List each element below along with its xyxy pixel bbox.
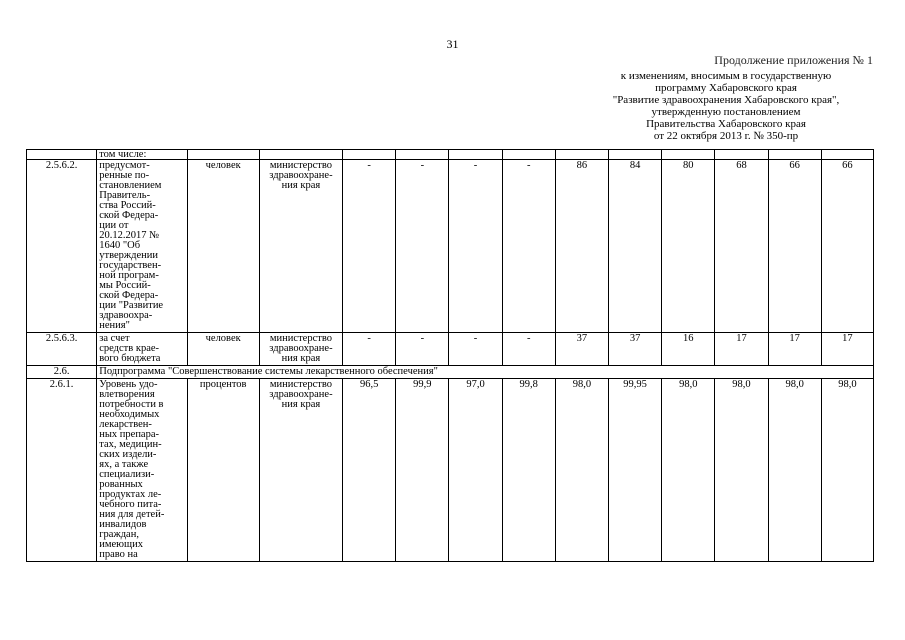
- section-title: Подпрограмма "Совершенствование системы лекарственного обеспечения": [97, 366, 874, 379]
- continuation-row: [27, 150, 874, 160]
- value-cell: -: [502, 160, 555, 333]
- value-cell: 37: [609, 333, 662, 366]
- responsible-cell: министерство здравоохране- ния края: [259, 333, 342, 366]
- responsible-cell: министерство здравоохране- ния края: [259, 379, 342, 562]
- value-cell: 99,95: [609, 379, 662, 562]
- value-cell: 80: [662, 160, 715, 333]
- value-cell: 17: [768, 333, 821, 366]
- subtitle-line: к изменениям, вносимым в государственную: [620, 70, 832, 82]
- value-cell: 17: [821, 333, 873, 366]
- table-row: [27, 160, 874, 333]
- value-cell: 97,0: [449, 379, 502, 562]
- value-cell: -: [396, 333, 449, 366]
- value-cell: 99,8: [502, 379, 555, 562]
- value-cell: 68: [715, 160, 768, 333]
- subtitle-line: от 22 октября 2013 г. № 350-пр: [653, 130, 799, 142]
- table-row: [27, 333, 874, 366]
- page-number: 31: [446, 37, 459, 51]
- row-number: 2.6.1.: [27, 379, 97, 562]
- subtitle-line: утвержденную постановлением: [651, 106, 801, 118]
- value-cell: 98,0: [821, 379, 873, 562]
- row-number: 2.5.6.2.: [27, 160, 97, 333]
- subtitle-line: Правительства Хабаровского края: [646, 118, 806, 130]
- value-cell: -: [396, 160, 449, 333]
- table-row: [27, 379, 874, 562]
- value-cell: 86: [555, 160, 608, 333]
- value-cell: -: [502, 333, 555, 366]
- value-cell: -: [343, 333, 396, 366]
- cell-number: [27, 150, 97, 160]
- subtitle-line: программу Хабаровского края: [655, 82, 797, 94]
- value-cell: -: [343, 160, 396, 333]
- value-cell: -: [449, 160, 502, 333]
- value-cell: 66: [821, 160, 873, 333]
- unit-cell: человек: [187, 333, 259, 366]
- section-number: 2.6.: [27, 366, 97, 379]
- value-cell: 96,5: [343, 379, 396, 562]
- document-subtitle: [578, 70, 874, 142]
- value-cell: 98,0: [715, 379, 768, 562]
- responsible-cell: министерство здравоохране- ния края: [259, 160, 342, 333]
- appendix-title: Продолжение приложения № 1: [714, 53, 873, 67]
- unit-cell: человек: [187, 160, 259, 333]
- value-cell: 37: [555, 333, 608, 366]
- continuation-text: том числе:: [97, 150, 187, 160]
- indicators-table: [26, 149, 874, 562]
- value-cell: 99,9: [396, 379, 449, 562]
- value-cell: 17: [715, 333, 768, 366]
- unit-cell: процентов: [187, 379, 259, 562]
- section-row: [27, 366, 874, 379]
- value-cell: 98,0: [662, 379, 715, 562]
- value-cell: 98,0: [555, 379, 608, 562]
- indicator-name: Уровень удо- влетворения потребности в необходимых лекарствен- ных препара- тах, медицин- ских издели- ях, а также специализи- рованных продуктах ле- чебного пита- ния для детей- инвалидов граждан, имеющих право на: [97, 379, 187, 562]
- indicator-name: предусмот- ренные по- становлением Правитель- ства Россий- ской Федера- ции от 20.12.2017 № 1640 "Об утверждении государствен- ной програм- мы Россий- ской Федера- ции "Развитие здравоохра- нения": [97, 160, 187, 333]
- value-cell: 66: [768, 160, 821, 333]
- value-cell: -: [449, 333, 502, 366]
- row-number: 2.5.6.3.: [27, 333, 97, 366]
- value-cell: 98,0: [768, 379, 821, 562]
- subtitle-line: "Развитие здравоохранения Хабаровского края",: [612, 94, 840, 106]
- value-cell: 84: [609, 160, 662, 333]
- value-cell: 16: [662, 333, 715, 366]
- indicator-name: за счет средств крае- вого бюджета: [97, 333, 187, 366]
